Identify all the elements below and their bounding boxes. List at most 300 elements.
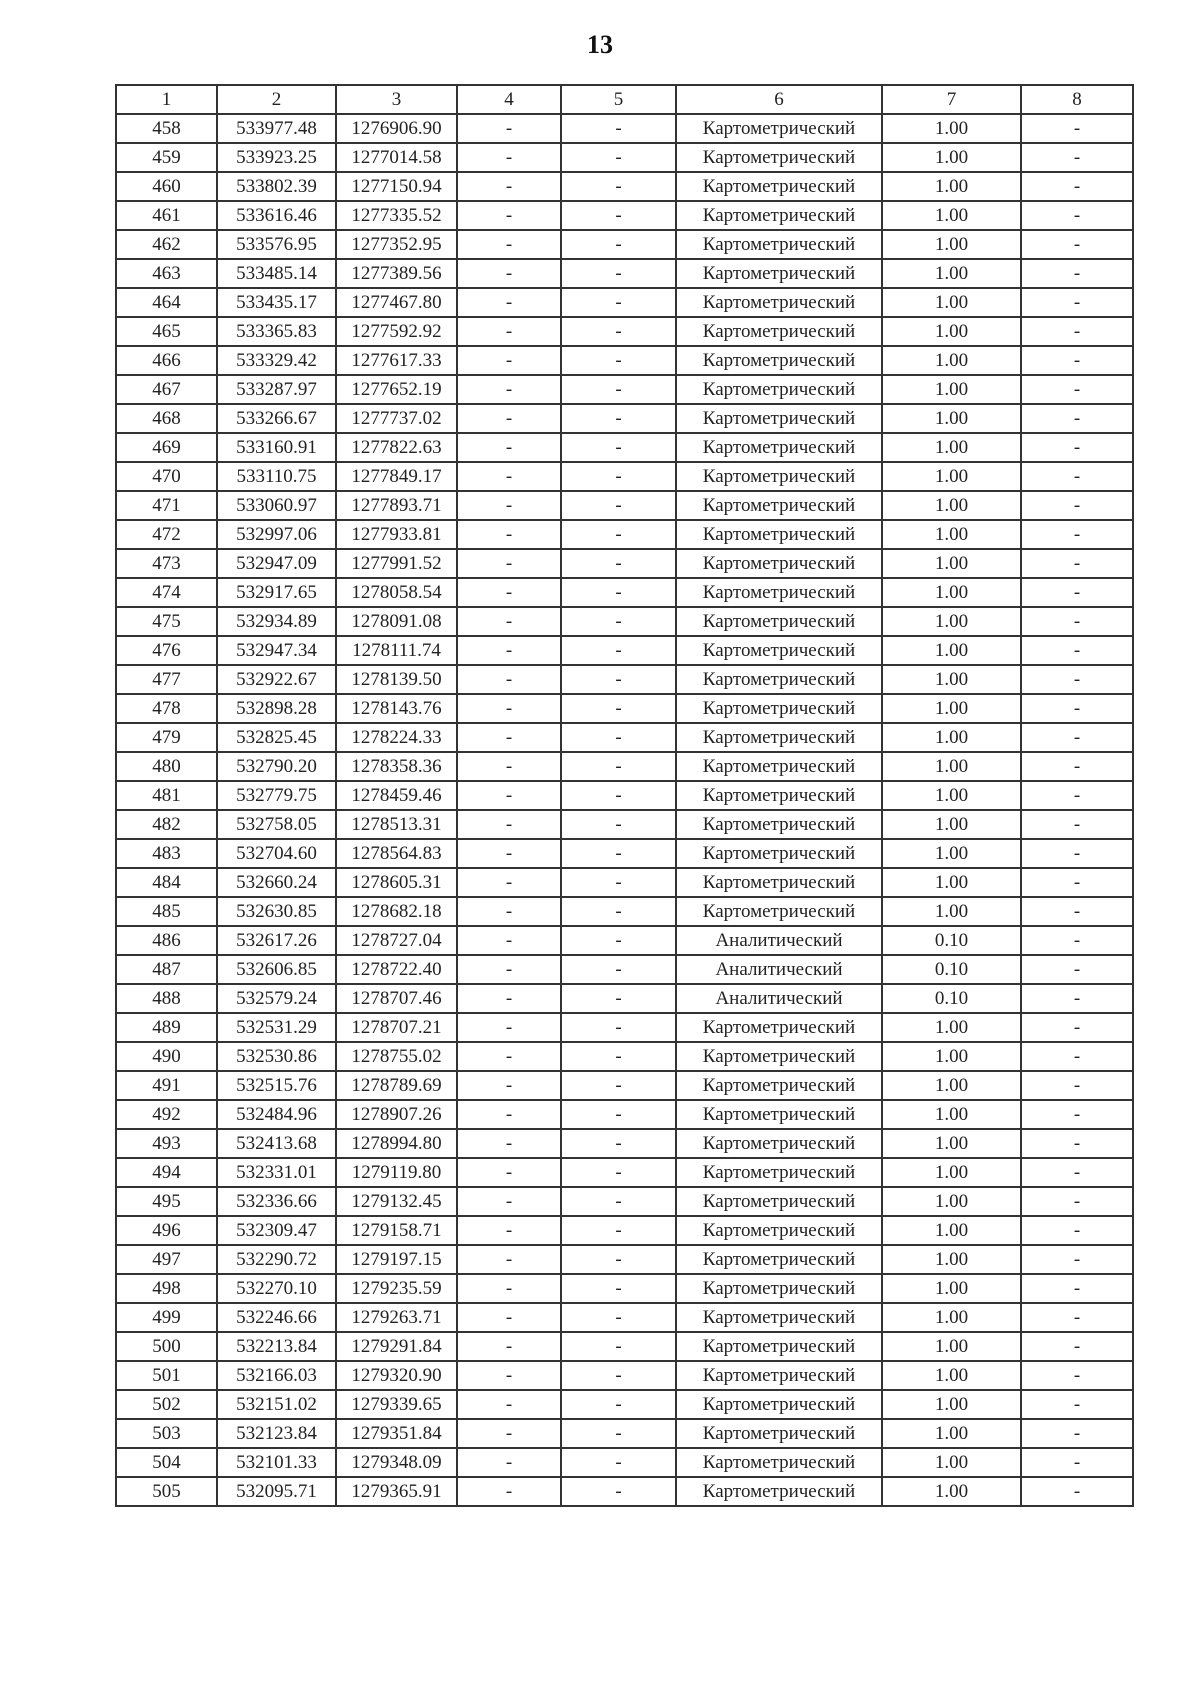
table-cell: - [1021,549,1133,578]
table-cell: - [561,259,676,288]
table-cell: Картометрический [676,346,882,375]
table-cell: 476 [116,636,217,665]
table-cell: - [1021,230,1133,259]
table-row [116,810,1133,839]
header-cell: 2 [217,85,336,114]
table-cell: - [457,926,561,955]
table-cell: - [457,665,561,694]
table-row [116,230,1133,259]
table-cell: - [1021,288,1133,317]
table-cell: - [457,288,561,317]
table-cell: - [1021,1390,1133,1419]
table-cell: - [457,810,561,839]
table-cell: Картометрический [676,752,882,781]
table-cell: - [1021,868,1133,897]
table-cell: 0.10 [882,955,1021,984]
table-cell: - [1021,491,1133,520]
table-cell: - [561,288,676,317]
table-cell: 1.00 [882,549,1021,578]
table-cell: 1279158.71 [336,1216,457,1245]
table-row [116,578,1133,607]
table-cell: - [561,1216,676,1245]
table-cell: - [1021,1274,1133,1303]
table-cell: 496 [116,1216,217,1245]
table-cell: 469 [116,433,217,462]
table-cell: 532123.84 [217,1419,336,1448]
table-cell: 0.10 [882,984,1021,1013]
table-row [116,1129,1133,1158]
table-cell: Картометрический [676,1187,882,1216]
table-cell: 1278707.46 [336,984,457,1013]
table-cell: 1279320.90 [336,1361,457,1390]
header-cell: 4 [457,85,561,114]
table-cell: 1279235.59 [336,1274,457,1303]
table-cell: - [561,549,676,578]
table-row [116,607,1133,636]
table-cell: Картометрический [676,1448,882,1477]
table-cell: 1278143.76 [336,694,457,723]
table-cell: 1278707.21 [336,1013,457,1042]
table-cell: - [561,636,676,665]
table-cell: 1278755.02 [336,1042,457,1071]
table-cell: - [457,1274,561,1303]
table-row [116,1274,1133,1303]
table-cell: 467 [116,375,217,404]
table-cell: 471 [116,491,217,520]
table-cell: - [561,404,676,433]
table-cell: 532898.28 [217,694,336,723]
table-cell: - [457,868,561,897]
table-cell: Картометрический [676,1042,882,1071]
table-row [116,1013,1133,1042]
table-cell: 0.10 [882,926,1021,955]
table-cell: 1277893.71 [336,491,457,520]
table-cell: 532934.89 [217,607,336,636]
table-cell: 1.00 [882,1042,1021,1071]
table-cell: Картометрический [676,1013,882,1042]
table-cell: 532101.33 [217,1448,336,1477]
table-cell: 532922.67 [217,665,336,694]
table-row [116,868,1133,897]
table-row [116,1158,1133,1187]
table-cell: Картометрический [676,1332,882,1361]
table-cell: 1.00 [882,1390,1021,1419]
table-cell: - [457,143,561,172]
table-cell: - [1021,1158,1133,1187]
table-cell: - [561,1361,676,1390]
table-cell: 533977.48 [217,114,336,143]
table-cell: - [1021,1013,1133,1042]
table-cell: 1.00 [882,375,1021,404]
table-cell: - [457,607,561,636]
table-cell: - [1021,1419,1133,1448]
table-cell: 1.00 [882,317,1021,346]
table-cell: 1.00 [882,1187,1021,1216]
coordinates-table [115,84,1134,1507]
table-cell: Картометрический [676,723,882,752]
table-cell: 1.00 [882,752,1021,781]
table-cell: 532515.76 [217,1071,336,1100]
table-cell: 1.00 [882,897,1021,926]
table-cell: 490 [116,1042,217,1071]
table-cell: 487 [116,955,217,984]
table-cell: Картометрический [676,375,882,404]
table-cell: 1277352.95 [336,230,457,259]
table-cell: 482 [116,810,217,839]
table-cell: 1.00 [882,172,1021,201]
table-cell: - [1021,1042,1133,1071]
table-cell: 1.00 [882,578,1021,607]
table-cell: Картометрический [676,1390,882,1419]
table-cell: 1277389.56 [336,259,457,288]
table-cell: 503 [116,1419,217,1448]
table-row [116,1071,1133,1100]
table-cell: - [1021,172,1133,201]
table-cell: Картометрический [676,694,882,723]
table-cell: 1.00 [882,143,1021,172]
table-cell: Картометрический [676,636,882,665]
table-cell: 1278058.54 [336,578,457,607]
table-cell: - [1021,955,1133,984]
table-cell: 486 [116,926,217,955]
table-row [116,317,1133,346]
table-cell: - [457,1216,561,1245]
table-cell: - [457,491,561,520]
table-cell: - [561,984,676,1013]
table-cell: 1.00 [882,781,1021,810]
table-cell: 532166.03 [217,1361,336,1390]
table-cell: Картометрический [676,578,882,607]
table-cell: Картометрический [676,230,882,259]
table-cell: - [561,839,676,868]
table-cell: 470 [116,462,217,491]
table-cell: 1277822.63 [336,433,457,462]
table-cell: - [457,317,561,346]
table-cell: 1278139.50 [336,665,457,694]
table-cell: 1278459.46 [336,781,457,810]
table-cell: - [561,143,676,172]
table-cell: 484 [116,868,217,897]
table-cell: Картометрический [676,839,882,868]
table-cell: - [1021,781,1133,810]
table-cell: 1.00 [882,665,1021,694]
table-cell: 532790.20 [217,752,336,781]
header-cell: 6 [676,85,882,114]
table-cell: Картометрический [676,1245,882,1274]
table-cell: - [1021,1187,1133,1216]
table-cell: 532484.96 [217,1100,336,1129]
table-cell: 505 [116,1477,217,1506]
table-cell: 532213.84 [217,1332,336,1361]
table-cell: - [561,955,676,984]
table-cell: - [561,317,676,346]
table-cell: Картометрический [676,201,882,230]
table-cell: Картометрический [676,810,882,839]
table-cell: 1.00 [882,114,1021,143]
table-cell: 497 [116,1245,217,1274]
table-row [116,1245,1133,1274]
table-cell: 532531.29 [217,1013,336,1042]
table-cell: 502 [116,1390,217,1419]
table-cell: Картометрический [676,665,882,694]
table-cell: - [561,114,676,143]
table-cell: 1278722.40 [336,955,457,984]
table-row [116,375,1133,404]
table-cell: - [1021,723,1133,752]
table-cell: 1277592.92 [336,317,457,346]
table-cell: 1277933.81 [336,520,457,549]
table-row [116,549,1133,578]
table-row [116,926,1133,955]
table-cell: - [1021,1332,1133,1361]
table-row [116,172,1133,201]
table-cell: - [561,1303,676,1332]
table-cell: - [457,1361,561,1390]
table-cell: - [1021,1216,1133,1245]
table-cell: 466 [116,346,217,375]
table-cell: - [457,752,561,781]
table-cell: - [457,1390,561,1419]
table-cell: - [561,781,676,810]
table-cell: 1278789.69 [336,1071,457,1100]
table-cell: 1.00 [882,346,1021,375]
table-cell: - [561,723,676,752]
table-cell: 533923.25 [217,143,336,172]
table-row [116,984,1133,1013]
table-cell: - [561,607,676,636]
table-cell: 1.00 [882,607,1021,636]
table-cell: 1279132.45 [336,1187,457,1216]
table-row [116,462,1133,491]
table-row [116,259,1133,288]
table-cell: - [1021,926,1133,955]
table-cell: Картометрический [676,1303,882,1332]
table-cell: - [1021,1245,1133,1274]
table-cell: 1.00 [882,201,1021,230]
table-cell: - [457,114,561,143]
table-cell: - [1021,1448,1133,1477]
table-cell: Картометрический [676,520,882,549]
table-cell: - [457,201,561,230]
table-cell: 532825.45 [217,723,336,752]
table-cell: 474 [116,578,217,607]
table-cell: Картометрический [676,491,882,520]
table-cell: - [457,1187,561,1216]
table-cell: - [1021,984,1133,1013]
table-cell: - [1021,346,1133,375]
table-row [116,694,1133,723]
table-cell: 478 [116,694,217,723]
table-cell: - [457,462,561,491]
table-cell: 532579.24 [217,984,336,1013]
table-cell: 533160.91 [217,433,336,462]
table-row [116,1448,1133,1477]
table-cell: - [1021,375,1133,404]
table-cell: 533365.83 [217,317,336,346]
table-cell: 1279197.15 [336,1245,457,1274]
table-cell: - [457,520,561,549]
table-cell: - [1021,201,1133,230]
table-cell: 473 [116,549,217,578]
table-cell: 1279351.84 [336,1419,457,1448]
table-cell: 485 [116,897,217,926]
table-row [116,1187,1133,1216]
table-cell: 494 [116,1158,217,1187]
table-cell: - [1021,114,1133,143]
table-cell: 1277991.52 [336,549,457,578]
table-cell: 1.00 [882,1216,1021,1245]
table-cell: 1277617.33 [336,346,457,375]
table-cell: 532630.85 [217,897,336,926]
table-cell: - [1021,259,1133,288]
table-cell: - [457,1071,561,1100]
table-cell: 1277014.58 [336,143,457,172]
table-cell: Картометрический [676,462,882,491]
table-cell: - [1021,1477,1133,1506]
table-cell: 1.00 [882,1448,1021,1477]
table-cell: - [1021,1100,1133,1129]
table-cell: - [457,839,561,868]
table-cell: - [1021,839,1133,868]
table-cell: 464 [116,288,217,317]
table-row [116,114,1133,143]
table-cell: 460 [116,172,217,201]
table-cell: - [1021,404,1133,433]
table-cell: - [457,1448,561,1477]
table-cell: - [457,1245,561,1274]
table-cell: 498 [116,1274,217,1303]
table-cell: - [457,1158,561,1187]
table-cell: - [561,1274,676,1303]
table-cell: - [561,1390,676,1419]
header-cell: 8 [1021,85,1133,114]
table-cell: 1.00 [882,868,1021,897]
table-row [116,752,1133,781]
table-cell: 1.00 [882,520,1021,549]
header-cell: 7 [882,85,1021,114]
header-row [116,85,1133,114]
table-row [116,636,1133,665]
table-cell: 1277335.52 [336,201,457,230]
table-cell: - [457,230,561,259]
table-cell: Аналитический [676,926,882,955]
table-cell: 1.00 [882,1361,1021,1390]
table-cell: 532270.10 [217,1274,336,1303]
table-cell: - [1021,317,1133,346]
table-cell: 533060.97 [217,491,336,520]
table-cell: 532246.66 [217,1303,336,1332]
table-cell: Картометрический [676,549,882,578]
header-cell: 3 [336,85,457,114]
table-cell: - [561,926,676,955]
table-cell: 532617.26 [217,926,336,955]
table-body [116,114,1133,1506]
table-cell: 481 [116,781,217,810]
table-row [116,404,1133,433]
table-cell: 533329.42 [217,346,336,375]
table-cell: 477 [116,665,217,694]
table-cell: - [561,1477,676,1506]
table-cell: - [1021,1071,1133,1100]
table-cell: 472 [116,520,217,549]
table-cell: 463 [116,259,217,288]
table-cell: - [457,375,561,404]
table-row [116,288,1133,317]
table-cell: 1278358.36 [336,752,457,781]
table-cell: - [1021,897,1133,926]
table-row [116,1332,1133,1361]
table-cell: 1278727.04 [336,926,457,955]
table-row [116,1216,1133,1245]
table-cell: 1.00 [882,404,1021,433]
table-cell: Картометрический [676,143,882,172]
table-cell: - [561,694,676,723]
table-cell: 1.00 [882,1477,1021,1506]
table-cell: - [561,520,676,549]
table-cell: 1279339.65 [336,1390,457,1419]
table-cell: - [561,172,676,201]
table-cell: - [1021,143,1133,172]
table-cell: 1277652.19 [336,375,457,404]
table-cell: - [1021,1361,1133,1390]
table-cell: 533287.97 [217,375,336,404]
table-cell: 533802.39 [217,172,336,201]
table-cell: 532758.05 [217,810,336,839]
table-cell: - [561,897,676,926]
table-cell: - [561,462,676,491]
table-row [116,839,1133,868]
table-cell: 532606.85 [217,955,336,984]
table-cell: 458 [116,114,217,143]
table-cell: - [457,1332,561,1361]
table-cell: - [561,1245,676,1274]
table-cell: 489 [116,1013,217,1042]
table-cell: - [457,549,561,578]
table-cell: 495 [116,1187,217,1216]
table-cell: 532660.24 [217,868,336,897]
table-cell: 1.00 [882,1274,1021,1303]
table-cell: Картометрический [676,1158,882,1187]
table-row [116,723,1133,752]
table-cell: 1.00 [882,1129,1021,1158]
table-cell: - [561,1158,676,1187]
table-cell: - [1021,810,1133,839]
table-cell: - [457,1100,561,1129]
table-cell: 1.00 [882,1013,1021,1042]
header-cell: 5 [561,85,676,114]
table-cell: - [561,1332,676,1361]
table-cell: - [1021,578,1133,607]
table-cell: 1277737.02 [336,404,457,433]
table-cell: 532917.65 [217,578,336,607]
table-row [116,433,1133,462]
table-cell: 1.00 [882,230,1021,259]
table-cell: Аналитический [676,955,882,984]
table-cell: Картометрический [676,1477,882,1506]
table-row [116,1100,1133,1129]
table-cell: - [1021,520,1133,549]
table-cell: 461 [116,201,217,230]
table-cell: 532095.71 [217,1477,336,1506]
table-cell: 1277849.17 [336,462,457,491]
table-cell: - [457,1013,561,1042]
table-cell: 532413.68 [217,1129,336,1158]
table-cell: Аналитический [676,984,882,1013]
table-cell: - [457,172,561,201]
table-cell: - [561,578,676,607]
table-row [116,1390,1133,1419]
table-cell: - [561,433,676,462]
